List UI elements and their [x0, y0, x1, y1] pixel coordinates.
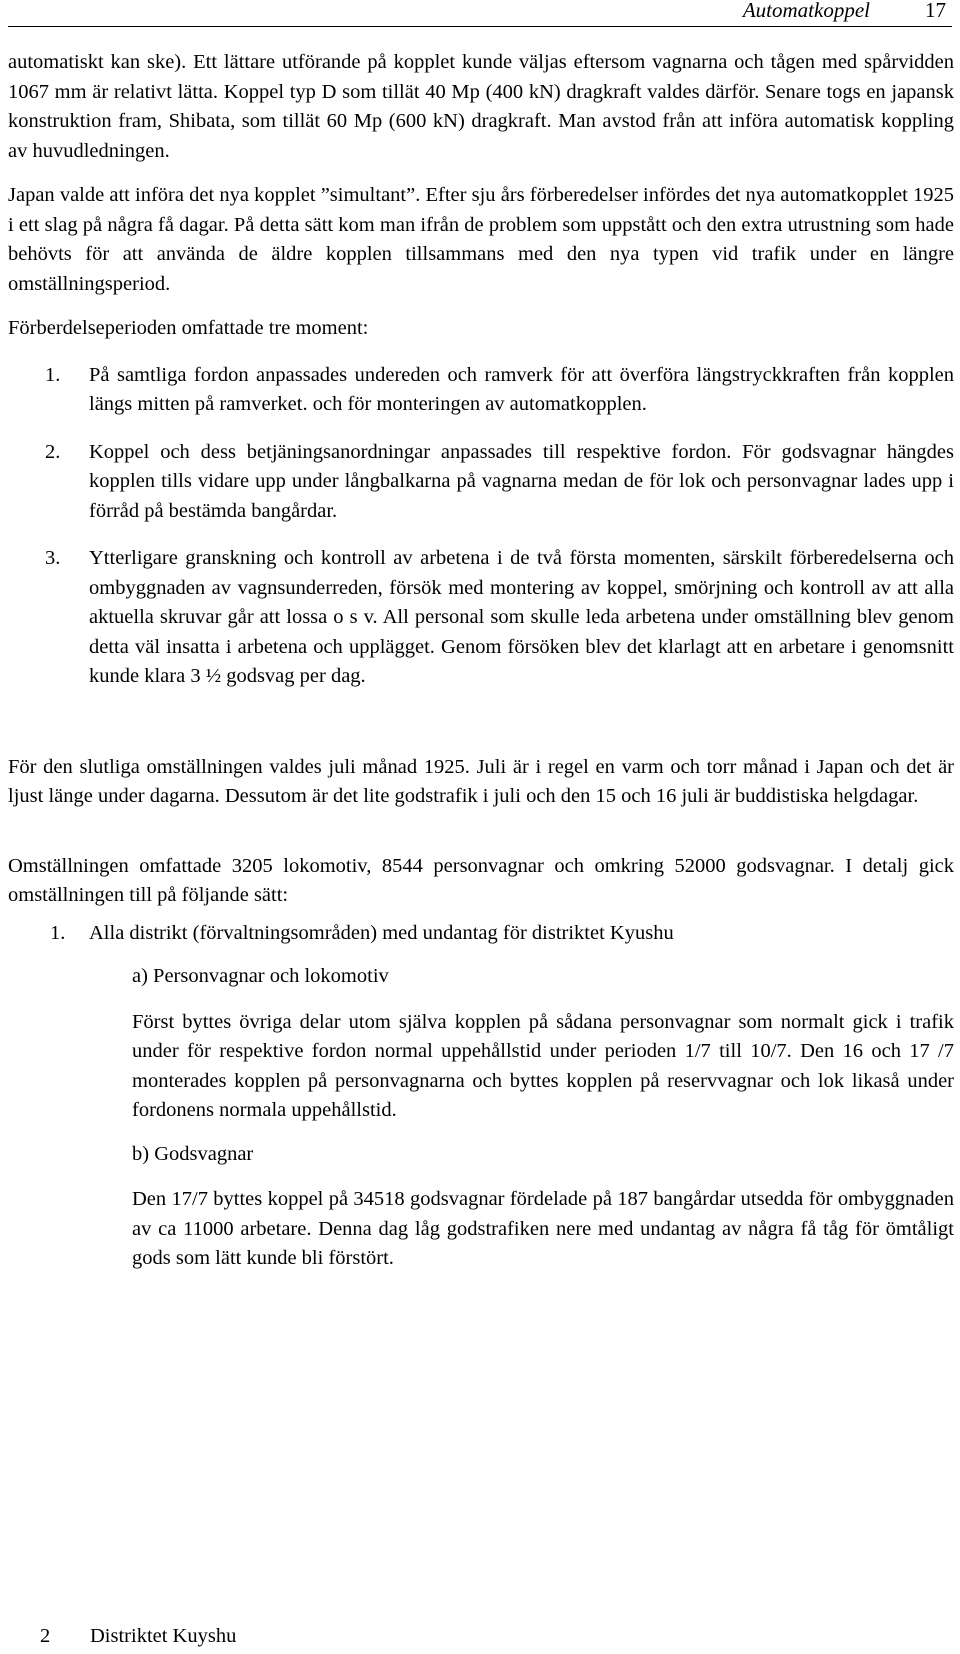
- district-number: 2: [40, 1625, 51, 1647]
- paragraph-3: Förberdelseperioden omfattade tre moment:: [8, 317, 369, 339]
- district-number: 1.: [50, 921, 66, 944]
- district-item-2: [40, 1622, 236, 1652]
- moment-item-2: [8, 438, 954, 527]
- moment-text: Koppel och dess betjäningsanordningar anpassades till respektive fordon. För godsvagnar hängdes kopplen tills vidare upp under långbalkarna på vagnarna medan de för lok och personvagnar lades upp i förråd på bestämda bangårdar.: [89, 440, 954, 522]
- page-number: 17: [925, 0, 946, 22]
- subsection-a: [8, 1008, 954, 1126]
- subsection-b-text: Den 17/7 byttes koppel på 34518 godsvagnar fördelade på 187 bangårdar utsedda för ombyggnaden av ca 11000 arbetare. Denna dag låg godstrafiken nere med undantag av några få tåg för ömtåligt gods som lätt kunde bli förstört.: [132, 1188, 954, 1269]
- moment-text: Ytterligare granskning och kontroll av arbetena i de två första momenten, särskilt förberedelserna och ombyggnaden av vagnsunderreden, försök med montering av koppel, smörjning och kontroll av att alla aktuella skruvar går att lossa o s v. All personal som skulle leda arbetena under omställning blev genom detta väl insatta i arbetena och upplägget. Genom försöken blev det klarlagt att en arbetare i genomsnitt kunde klara 3 ½ godsvag per dag.: [89, 547, 954, 687]
- paragraph-4: För den slutliga omställningen valdes juli månad 1925. Juli är i regel en varm och torr månad i Japan och det är ljust länge under dagarna. Dessutom är det lite godstrafik i juli och den 15 och 16 juli är buddistiska helgdagar.: [8, 755, 954, 807]
- moment-number: 2.: [45, 440, 61, 463]
- subsection-a-heading: a) Personvagnar och lokomotiv: [132, 965, 389, 987]
- paragraph-1: automatiskt kan ske). Ett lättare utförande på kopplet kunde väljas eftersom vagnarna och tågen med spårvidden 1067 mm är relativt lätta. Koppel typ D som tillät 40 Mp (400 kN) dragkraft valdes därför. Senare togs en japansk konstruktion fram, Shibata, som tillät 60 Mp (600 kN) dragkraft. Man avstod från att införa automatisk koppling av huvudledningen.: [8, 51, 954, 162]
- moment-item-1: [8, 361, 954, 420]
- page-header: [8, 0, 952, 27]
- district-item-1: [8, 919, 954, 949]
- running-title: Automatkoppel: [742, 0, 870, 22]
- moment-number: 1.: [45, 363, 61, 386]
- paragraph-2: Japan valde att införa det nya kopplet ”simultant”. Efter sju års förberedelser infördes det nya automatkopplet 1925 i ett slag på några få dagar. På detta sätt kom man ifrån de problem som uppstått och den extra utrustning som hade behövts för att använda de äldre kopplen tillsammans med den nya typen vid trafik under en längre omställningsperiod.: [8, 184, 954, 295]
- page-body: [8, 48, 954, 1274]
- subsection-b-heading: b) Godsvagnar: [132, 1142, 254, 1165]
- moment-item-3: [8, 544, 954, 692]
- district-title: Distriktet Kuyshu: [90, 1625, 237, 1647]
- paragraph-5: Omställningen omfattade 3205 lokomotiv, 8544 personvagnar och omkring 52000 godsvagnar. I detalj gick omställningen till på följande sätt:: [8, 854, 954, 906]
- subsection-a-text: Först byttes övriga delar utom själva kopplen på sådana personvagnar som normalt gick i trafik under för respektive fordon normal uppehållstid under perioden 1/7 till 10/7. Den 16 och 17 /7 monterades kopplen på personvagnarna och byttes kopplen på reservvagnar och lok likaså under fordonens normala uppehållstid.: [132, 1010, 954, 1121]
- moment-text: På samtliga fordon anpassades undereden och ramverk för att överföra längstryckkraften från kopplen längs mitten på ramverket. och för monteringen av automatkopplen.: [89, 363, 954, 415]
- district-title: Alla distrikt (förvaltningsområden) med undantag för distriktet Kyushu: [89, 921, 674, 944]
- moment-number: 3.: [45, 547, 61, 569]
- subsection-b: [8, 1185, 954, 1274]
